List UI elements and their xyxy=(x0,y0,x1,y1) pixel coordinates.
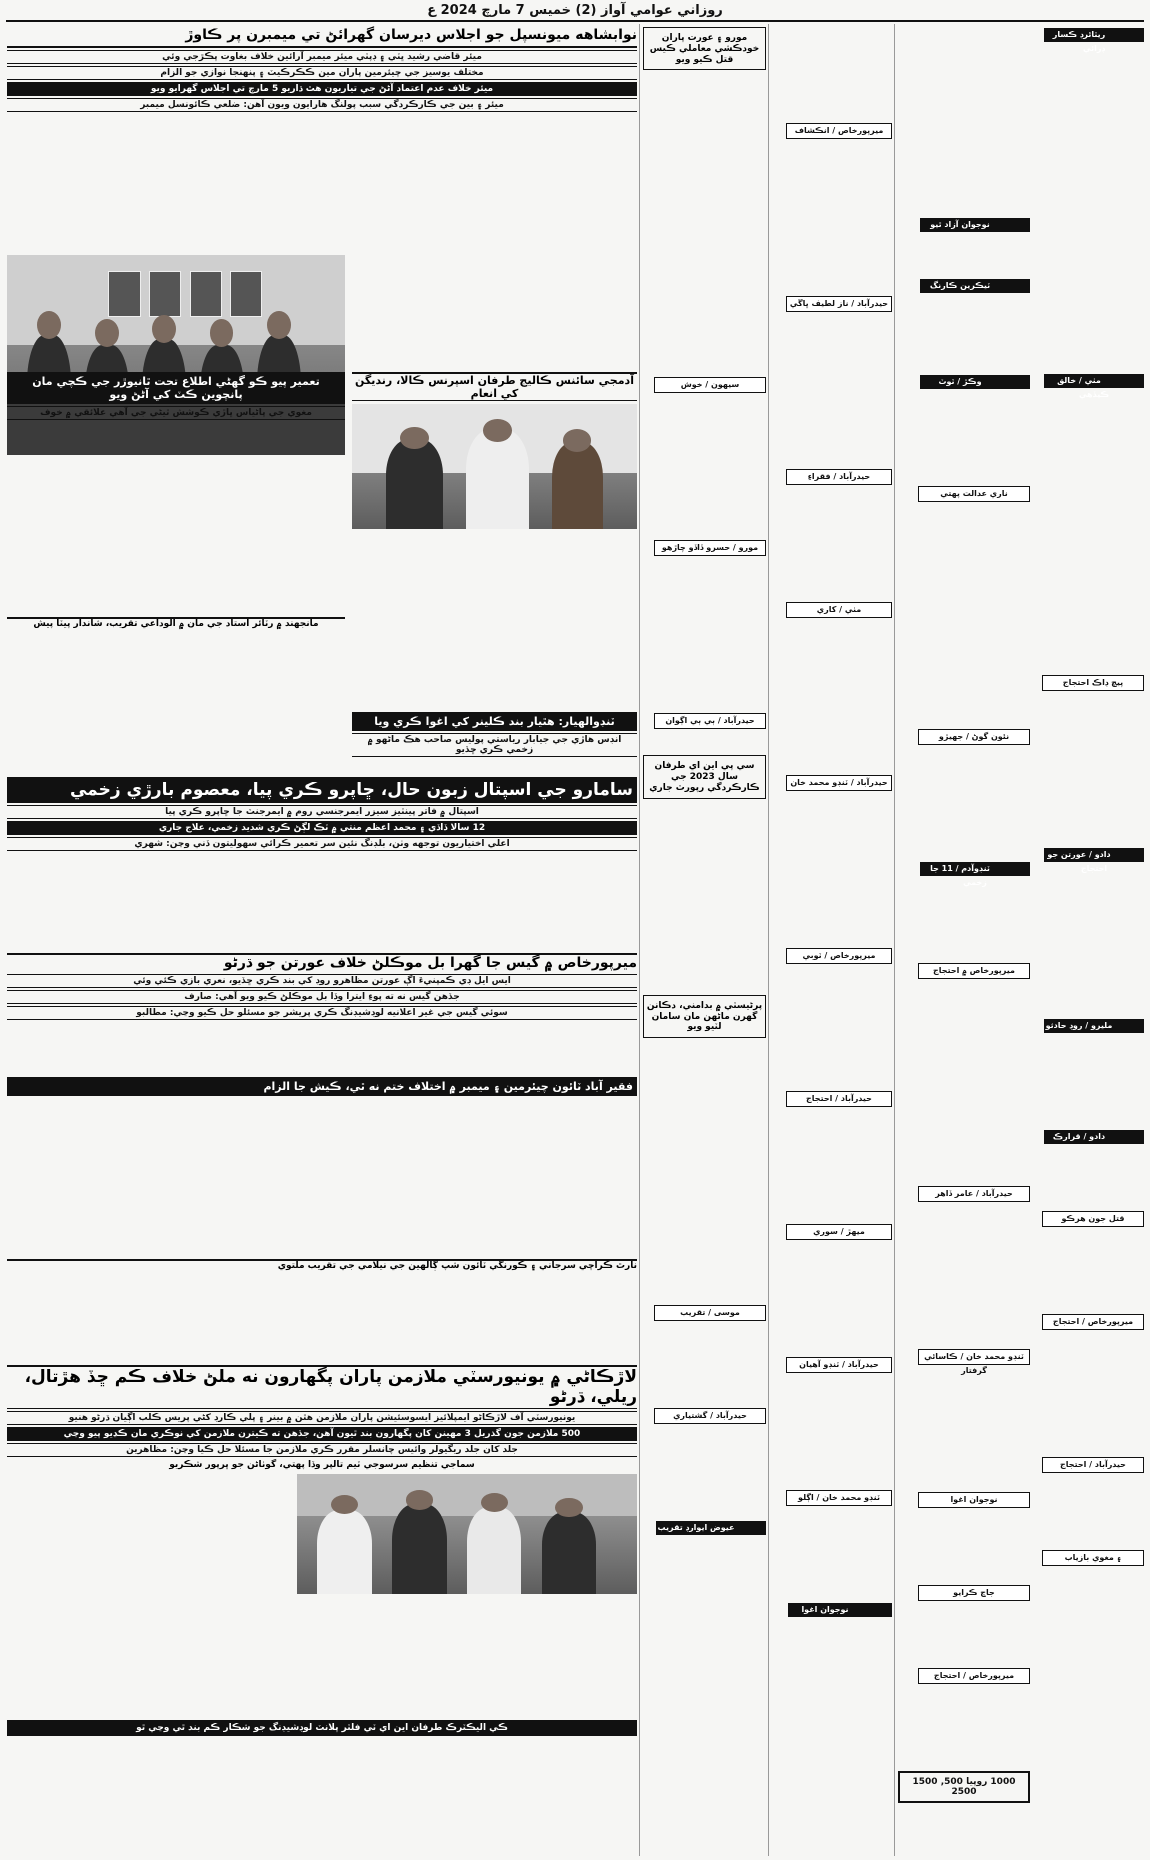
story-box xyxy=(643,995,766,1038)
kicker: حيدرآباد / ناز لطيف ڀاڱي xyxy=(786,296,892,312)
story-text xyxy=(898,748,1030,858)
rally-story xyxy=(7,369,345,604)
kicker: مٺي / کاري xyxy=(786,602,892,618)
story-text xyxy=(1036,45,1144,370)
story-text xyxy=(352,532,637,682)
kicker: حيدرآباد / گشتياري xyxy=(654,1408,766,1424)
footer-figures: 1000 روپيا 500, 1500 2500 xyxy=(898,1771,1030,1803)
headline: سي پي اين اي طرفان سال 2023 جي ڪارڪردگي رپورٽ جاري xyxy=(649,761,760,793)
column-5 xyxy=(894,24,1030,1856)
kicker: ناري عدالت پهتي xyxy=(918,486,1030,502)
subheadline: سوئي گيس جي غير اعلانيه لوڊشيڊنگ ڪري پريشر جو مسئلو حل ڪيو وڃي: مطالبو xyxy=(7,1006,637,1020)
masthead-date: روزاني عوامي آواز (2) خميس 7 مارچ 2024 ع xyxy=(427,3,723,18)
kicker: پيچ ڊاڪ احتجاج xyxy=(1042,675,1144,691)
kicker: نئون گوڻ / جهيڙو xyxy=(918,729,1030,745)
kicker: ٽنڊوآدم / 11 جا زخمي xyxy=(920,862,1030,876)
weapons-story xyxy=(352,709,637,769)
story-text xyxy=(7,422,345,602)
story-text xyxy=(772,1376,892,1486)
story-text xyxy=(772,1243,892,1353)
subheadline: ايس ايل ڊي ڪمپنيءَ اڳ عورتن مظاهرو روڊ کي بند ڪري ڇڏيو، نعري بازي ڪئي وئي xyxy=(7,974,637,988)
story-text xyxy=(898,1368,1030,1488)
story-text xyxy=(772,315,892,465)
subheadline: ميئر خلاف عدم اعتماد آڻڻ جي تياريون هٿ ڌاريو 5 مارچ تي اجلاس گهرايو ويو xyxy=(7,82,637,96)
kicker: ٽيڪرين ڪارنگ xyxy=(920,279,1030,293)
masthead-rule xyxy=(6,20,1144,22)
subheadline: ميئر قاضي رشيد ڀٽي ۽ ڊپٽي ميئر ميمبر آرائين خلاف بغاوت پڪڙجي وئي xyxy=(7,50,637,64)
story-text xyxy=(643,732,766,752)
subheadline: مختلف يوسيز جي چيئرمين پاران مين ڪڪرڪيٽ ۽ پنهنجا نوازي جو الزام xyxy=(7,66,637,80)
kicker: حيدرآباد / احتجاج xyxy=(1042,1457,1144,1473)
story-text xyxy=(772,621,892,771)
story-text xyxy=(195,159,345,251)
subheadline: جڏهن گيس نه ته پوءِ ايترا وڏا بل موڪلڻ ڪيو ويو آهي: صارف xyxy=(7,990,637,1004)
story-text xyxy=(1036,1476,1144,1546)
story-text xyxy=(772,24,892,119)
kicker: ميرپورخاص ۾ احتجاج xyxy=(918,963,1030,979)
kicker: ٽنڊو محمد خان / ڪاسائي گرفتار xyxy=(918,1349,1030,1365)
headline: ٽنڊوالهيار: هٿيار بند ڪلينر کي اغوا ڪري ويا xyxy=(352,712,637,731)
story-text xyxy=(898,24,1030,214)
column-3 xyxy=(639,24,766,1856)
story-box xyxy=(643,27,766,70)
story-text xyxy=(7,1098,637,1238)
story-text xyxy=(898,1511,1030,1581)
story-text xyxy=(772,1620,892,1720)
story-text xyxy=(7,632,345,752)
kicker: نوجوان آزاد ٿيو xyxy=(920,218,1030,232)
kicker: مليرو / روڊ حادثو xyxy=(1044,1019,1144,1033)
subheadline: ميئر ۽ بين جي ڪارڪردگي سبب پولنگ هارايون ويون آهن: ضلعي ڪائونسل ميمبر xyxy=(7,98,637,112)
hospital-story xyxy=(7,774,637,944)
story-text xyxy=(7,853,637,923)
kicker: ۽ مغوي بازياب xyxy=(1042,1550,1144,1566)
headline: تعمير پيو ڪو گهڻي اطلاع تحت ٿانيوڙر جي ڪچي مان پانچوين ڪٽ کي آڻڻ ويو xyxy=(7,372,345,404)
kicker: حيدرآباد / احتجاج xyxy=(786,1091,892,1107)
headline: فقير آباد ٽائون چيئرمين ۽ ميمبر ۾ اختلاف ختم نه ٿي، ڪيش جا الزام xyxy=(7,1077,637,1096)
kicker: مٺي / خالق ڪيڏهي xyxy=(1044,374,1144,388)
kicker: ريٽائرڊ ڪسار ڊرائي xyxy=(1044,28,1144,42)
story-text xyxy=(1036,1333,1144,1453)
headline: مورو ۽ عورت پاران خودڪشي معاملي ڪيس قتل ڪيو ويو xyxy=(649,33,760,65)
story-text xyxy=(898,296,1030,371)
kicker: نوجوان اغوا xyxy=(918,1492,1030,1508)
story-text xyxy=(7,1738,637,1798)
kicker: نوجوان اغوا xyxy=(788,1603,892,1617)
story-text xyxy=(643,1324,766,1404)
story-text xyxy=(1036,865,1144,1015)
story-text xyxy=(1036,1036,1144,1126)
headline: نوابشاهه ميونسپل جو اجلاس ديرسان گهرائڻ تي ميمبرن پر ڪاوڙ xyxy=(7,27,637,48)
story-text xyxy=(898,879,1030,959)
story-text xyxy=(1036,391,1144,671)
karachi-story xyxy=(7,1256,637,1356)
story-text xyxy=(643,396,766,536)
subheadline: 12 سالا ڏاڏي ۽ محمد اعظم منتي ۾ ٽڪ لڳڻ ڪري شديد زخمي، علاج جاري xyxy=(7,821,637,835)
story-text xyxy=(643,1538,766,1688)
story-text xyxy=(898,1205,1030,1345)
story-text xyxy=(898,505,1030,725)
kicker: ميرپورخاص / احتجاج xyxy=(918,1668,1030,1684)
headline: نارٿ ڪراچي سرجاني ۽ ڪورنگي ٽائون شپ ڳالهين جي نيلامي جي تقريب ملتوي xyxy=(7,1259,637,1272)
kicker: عيوض ايوارڊ تقريب xyxy=(656,1521,766,1535)
story-text xyxy=(7,1597,637,1717)
kicker: حيدرآباد / عامر ڏاهر xyxy=(918,1186,1030,1202)
story-text xyxy=(643,802,766,992)
story-text xyxy=(898,235,1030,275)
larkana-story xyxy=(7,1362,637,1856)
story-text xyxy=(772,142,892,292)
story-text xyxy=(7,159,191,251)
headline: ڪي اليڪٽرڪ طرفان اين اي ٽي فلٽر پلانٽ لوڊشيڊنگ جو شڪار ڪم بند ٿي وڃي ٿو xyxy=(7,1720,637,1737)
kicker: ٽنڊو محمد خان / اڳلو xyxy=(786,1490,892,1506)
kicker: حيدرآباد / فقراءِ xyxy=(786,469,892,485)
farewell-story xyxy=(7,614,345,759)
kicker: قتل جون هرڪو xyxy=(1042,1211,1144,1227)
story-text xyxy=(772,1110,892,1220)
story-text xyxy=(898,1604,1030,1664)
story-text xyxy=(772,1509,892,1599)
headline: سامارو جي اسپتال زبون حال، ڇاپرو ڪري پيا، معصوم بارڙي زخمي xyxy=(7,777,637,803)
headline: مانجهند ۾ رٽائر استاد جي مان ۾ الوداعي تقريب، شاندار پيٽا پيش xyxy=(7,617,345,630)
kicker: حيدرآباد / ٽنڊو محمد خان xyxy=(786,775,892,791)
larkana-photo xyxy=(297,1474,637,1594)
kicker: دادو / قرارڪ xyxy=(1044,1130,1144,1144)
story-text xyxy=(898,1687,1030,1767)
story-text xyxy=(1036,694,1144,844)
subheadline: 500 ملازمن جون گذريل 3 مهينن کان پگهارون بند ٿيون آهن، جڏهن ته ڪيترن ملازمن کي نوڪري مان ڪڍيو پيو وڃي xyxy=(7,1427,637,1441)
award-photo xyxy=(352,404,637,529)
story-text xyxy=(1036,1230,1144,1310)
story-text xyxy=(898,392,1030,482)
kicker: حيدرآباد / ٻي ٻي اڳوان xyxy=(654,713,766,729)
gas-story xyxy=(7,950,637,1070)
kicker: ميرپورخاص / ٽوبي xyxy=(786,948,892,964)
kicker: ميرپورخاص / احتجاج xyxy=(1042,1314,1144,1330)
subheadline: يونيورسٽي آف لاڙڪاڻو ايمپلائيز ايسوسئيشن پاران ملازمن هٿن ۾ بينر ۽ پلي ڪارڊ کڻي پريس ڪلب اڳيان ڌرڻو هنيو xyxy=(7,1411,637,1425)
kicker: سيهون / خوش xyxy=(654,377,766,393)
kicker: موسی / تقريب xyxy=(654,1305,766,1321)
column-6 xyxy=(1036,24,1144,1856)
story-text xyxy=(772,488,892,598)
subheadline: انڊس هاڙي جي جيابار رياستي پوليس صاحب هڪ ماڻهو ۾ زخمي ڪري ڇڏيو xyxy=(352,733,637,757)
subheadline: اسپتال ۾ فاتر پينٽيز سيزر ايمرجنسي روم ۾ ايمرجنٽ جا ڇاپرو ڪري پيا xyxy=(7,805,637,819)
story-text xyxy=(643,1041,766,1301)
story-text xyxy=(1036,1147,1144,1207)
subheadline: جلد کان جلد ريگيولر وائيس چانسلر مقرر ڪري ملازمن جا مسئلا حل ڪيا وڃن: مظاهرين xyxy=(7,1443,637,1457)
award-story xyxy=(352,369,637,699)
kicker: جاچ ڪرايو xyxy=(918,1585,1030,1601)
kicker: حيدرآباد / ٽنڊو آهيان xyxy=(786,1357,892,1373)
kicker: ميهڙ / سوري xyxy=(786,1224,892,1240)
kicker: ميرپورخاص / انڪشاف xyxy=(786,123,892,139)
subheadline: مغوي جي پاڻياس ڀاڙي ڪوشش ٿيڻي جي آهي علائقي ۾ خوف xyxy=(7,406,345,420)
column-4 xyxy=(768,24,892,1856)
story-box xyxy=(643,755,766,798)
faqirabad-story xyxy=(7,1074,637,1254)
story-text xyxy=(643,1427,766,1517)
story-text xyxy=(772,967,892,1087)
story-text xyxy=(7,1274,637,1344)
story-text xyxy=(643,73,766,373)
story-text xyxy=(643,559,766,709)
story-text xyxy=(772,794,892,944)
story-text xyxy=(898,982,1030,1182)
headline: آدمجي سائنس ڪاليج طرفان اسپرنس ڪالا، رنديگن کي انعام xyxy=(352,372,637,401)
kicker: مورو / حسرو ڏاڏو چاڙهو xyxy=(654,540,766,556)
headline: سماجي تنظيم سرسوجي ٽيم تالپر وڏا پهتي، گوٺاڻن جو ڀرپور شڪريو xyxy=(169,1459,475,1470)
kicker: وڪڙ / ٽوٽ xyxy=(920,375,1030,389)
subheadline: اعلي اختياريون توجهه وٺن، بلڊنگ نئين سر تعمير ڪرائي سهوليتون ڏني وڃن: شهري xyxy=(7,837,637,851)
headline: لاڙڪاڻي ۾ يونيورسٽي ملازمن پاران پگهارون نه ملڻ خلاف ڪم ڇڏ هڙتال، ريلي، ڌرڻو xyxy=(7,1365,637,1409)
left-block xyxy=(7,24,637,1856)
headline: پرڻيسٽي ۾ بدامني، دڪانن گهرن ماڻهن مان سامان لٽيو ويو xyxy=(646,1000,763,1033)
headline: ميرپورخاص ۾ گيس جا گهرا بل موڪلڻ خلاف عورتن جو ڌرڻو xyxy=(7,953,637,972)
kicker: دادو / عورتن جو احتجاج xyxy=(1044,848,1144,862)
